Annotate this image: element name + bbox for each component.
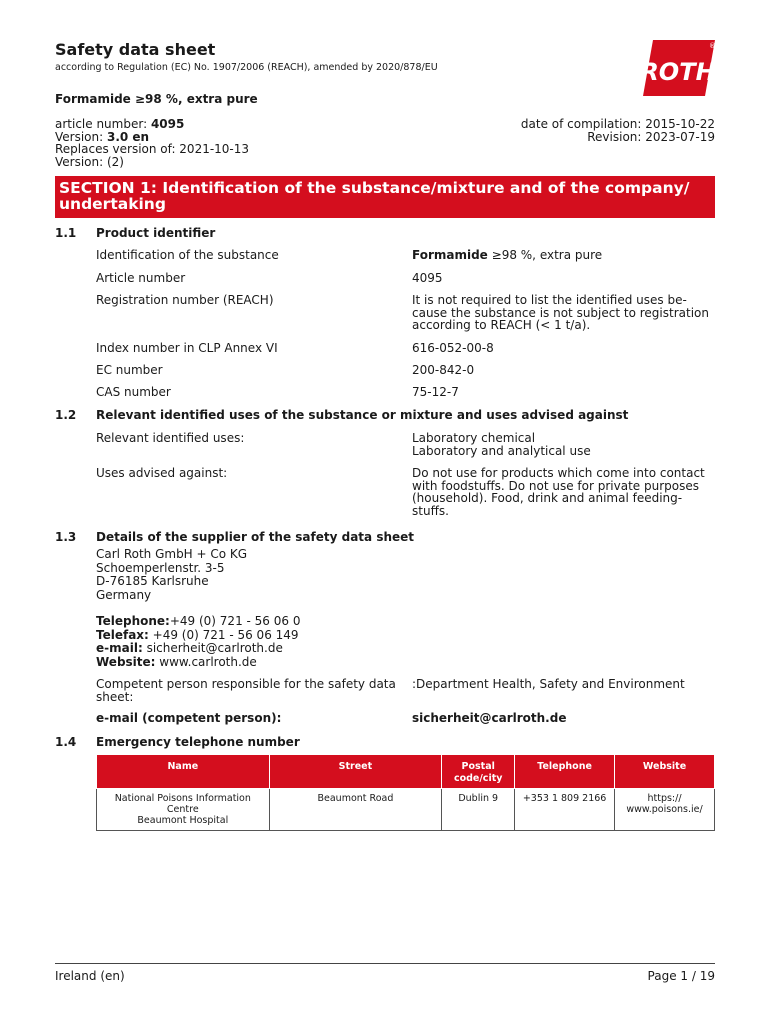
text-line: National Poisons Information — [114, 793, 251, 804]
table-cell — [97, 789, 270, 831]
address-line: Carl Roth GmbH + Co KG — [96, 547, 248, 561]
telephone-value: +49 (0) 721 - 56 06 0 — [169, 614, 301, 628]
revision-date: Revision: 2023-07-19 — [587, 129, 715, 144]
text-line: www.poisons.ie/ — [626, 804, 703, 815]
table-cell: +353 1 809 2166 — [515, 789, 615, 831]
subsection-number: 1.2 — [55, 408, 77, 422]
field-label: e-mail (competent person): — [96, 711, 282, 725]
telephone-label: Telephone: — [96, 614, 170, 628]
page-number: Page 1 / 19 — [647, 969, 715, 983]
field-value: 616-052-00-8 — [412, 341, 494, 355]
article-number-label: article number: — [55, 117, 151, 131]
competent-email-value[interactable]: sicherheit@carlroth.de — [412, 711, 567, 725]
article-number-value: 4095 — [150, 117, 185, 131]
footer-country: Ireland (en) — [55, 969, 125, 983]
address-line: Schoemperlenstr. 3-5 — [96, 560, 225, 575]
version-label: Version: — [55, 129, 107, 144]
address-line: Germany — [96, 587, 152, 602]
text-line: stuffs. — [412, 503, 449, 518]
regulation-subtitle: according to Regulation (EC) No. 1907/2006 (REACH), amended by 2020/878/EU — [55, 62, 438, 73]
field-label: Identification of the substance — [96, 248, 279, 262]
document-title: Safety data sheet — [55, 40, 216, 59]
column-header: Website — [615, 755, 715, 789]
field-value — [412, 249, 712, 262]
roth-logo — [640, 40, 716, 96]
telefax-value: +49 (0) 721 - 56 06 149 — [148, 627, 299, 642]
field-value: :Department Health, Safety and Environment — [412, 677, 685, 691]
subsection-title: Details of the supplier of the safety data sheet — [96, 530, 415, 544]
section-heading-line: SECTION 1: Identification of the substance/mixture and of the company/ — [59, 179, 690, 197]
website-label: Website: — [96, 654, 156, 669]
text-line: Do not use for products which come into contact — [412, 466, 705, 480]
table-header-row — [97, 755, 715, 789]
address-line: D-76185 Karlsruhe — [96, 574, 209, 588]
substance-grade: ≥98 %, extra pure — [487, 248, 603, 262]
field-label: Registration number (REACH) — [96, 293, 274, 307]
table-row — [97, 789, 715, 831]
text-line: Laboratory chemical — [412, 431, 536, 445]
product-name: Formamide ≥98 %, extra pure — [55, 92, 258, 106]
subsection-number: 1.3 — [55, 530, 77, 544]
subsection-title: Emergency telephone number — [96, 735, 300, 749]
version-value: 3.0 en — [106, 129, 150, 144]
previous-version: Version: (2) — [55, 154, 124, 169]
field-label: Uses advised against: — [96, 466, 228, 480]
column-header: Postal code/city — [442, 755, 515, 789]
website-link[interactable]: www.carlroth.de — [155, 654, 257, 669]
supplier-contact — [96, 615, 300, 669]
field-value: 200-842-0 — [412, 363, 475, 377]
telefax-label: Telefax: — [96, 627, 149, 642]
document-meta-right — [521, 118, 715, 143]
text-line: Competent person responsible for the safety data — [96, 677, 396, 691]
text-line: according to REACH (< 1 t/a). — [412, 318, 591, 332]
column-header: Name — [97, 755, 270, 789]
section-1-heading — [55, 176, 715, 218]
compilation-date: date of compilation: 2015-10-22 — [520, 117, 715, 131]
text-line: Centre — [166, 804, 199, 815]
email-label: e-mail: — [96, 641, 143, 655]
column-header: Street — [269, 755, 442, 789]
text-line: It is not required to list the identified uses be- — [412, 293, 687, 307]
substance-name: Formamide — [412, 248, 488, 262]
column-header: Telephone — [515, 755, 615, 789]
subsection-number: 1.4 — [55, 735, 77, 749]
section-heading-line: undertaking — [59, 195, 166, 213]
field-label: Article number — [96, 271, 186, 285]
text-line: Laboratory and analytical use — [412, 443, 591, 458]
field-label: Relevant identified uses: — [96, 431, 245, 445]
field-value — [412, 467, 712, 517]
logo-text: ROTH — [640, 58, 716, 86]
field-value — [412, 432, 712, 457]
supplier-address — [96, 548, 247, 602]
trademark-mark: ® — [709, 42, 716, 50]
table-cell: Beaumont Road — [269, 789, 442, 831]
text-line: Beaumont Hospital — [137, 815, 229, 826]
field-value: 75-12-7 — [412, 385, 459, 399]
text-line: sheet: — [96, 689, 134, 704]
field-value — [412, 294, 712, 332]
table-cell[interactable] — [615, 789, 715, 831]
field-label: CAS number — [96, 385, 171, 399]
field-value: 4095 — [412, 271, 443, 285]
document-meta-left — [55, 118, 249, 168]
field-label — [96, 678, 396, 703]
footer-divider — [55, 963, 715, 964]
subsection-title: Product identifier — [96, 226, 216, 240]
subsection-title: Relevant identified uses of the substance or mixture and uses advised against — [96, 408, 629, 422]
subsection-number: 1.1 — [55, 226, 77, 240]
field-label: Index number in CLP Annex VI — [96, 341, 278, 355]
text-line: with foodstuffs. Do not use for private purposes — [412, 478, 699, 493]
replaces-version: Replaces version of: 2021-10-13 — [55, 142, 250, 156]
table-cell: Dublin 9 — [442, 789, 515, 831]
emergency-contacts-table — [96, 754, 715, 831]
field-label: EC number — [96, 363, 163, 377]
email-value[interactable]: sicherheit@carlroth.de — [142, 641, 283, 655]
text-line: cause the substance is not subject to registration — [412, 305, 709, 320]
text-line: (household). Food, drink and animal feeding- — [412, 491, 683, 505]
text-line: https:// — [647, 793, 682, 804]
